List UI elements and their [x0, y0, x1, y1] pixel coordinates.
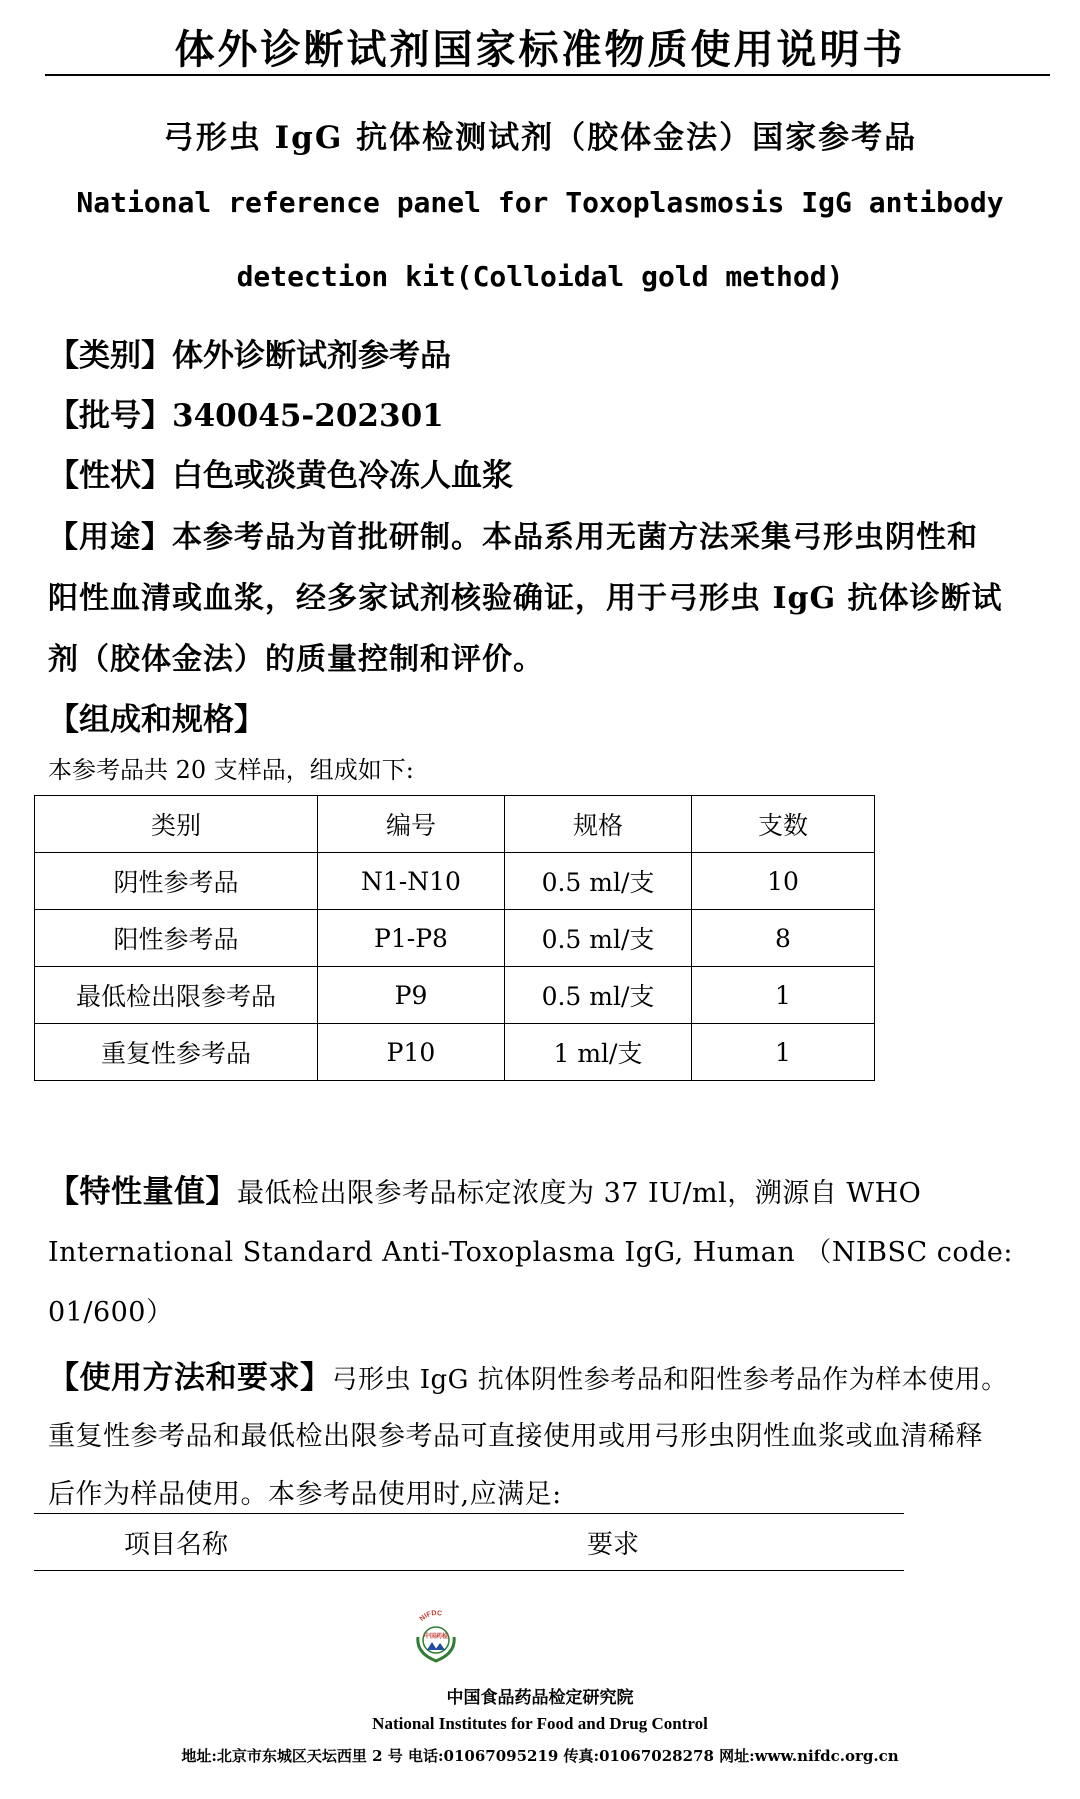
composition-note: 本参考品共 20 支样品，组成如下:	[48, 756, 414, 784]
table-cell: 0.5 ml/支	[505, 967, 692, 1024]
product-title-en-line1: National reference panel for Toxoplasmosis IgG antibody	[76, 186, 1004, 219]
characteristic-label: 【特性量值】	[48, 1174, 237, 1210]
usage-text-1: 本参考品为首批研制。本品系用无菌方法采集弓形虫阴性和	[172, 520, 978, 555]
requirements-header-item: 项目名称	[124, 1530, 229, 1560]
usage-line-2: 阳性血清或血浆，经多家试剂核验确证，用于弓形虫 IgG 抗体诊断试	[48, 581, 1003, 616]
table-cell: 1	[692, 967, 875, 1024]
composition-table	[34, 795, 875, 1081]
batch-field	[48, 390, 444, 435]
usage-line-1	[48, 512, 978, 556]
table-cell: 阴性参考品	[35, 853, 318, 910]
product-title-en-line2: detection kit(Colloidal gold method)	[236, 260, 844, 293]
table-cell: P9	[318, 967, 505, 1024]
batch-value: 340045-202301	[172, 398, 444, 434]
logo-ring-text: NIFDC	[418, 1609, 443, 1623]
footer-org-en: National Institutes for Food and Drug Control	[372, 1714, 708, 1733]
table-cell: N1-N10	[318, 853, 505, 910]
method-line-1	[48, 1352, 1008, 1397]
table-row	[35, 853, 875, 910]
table-row	[35, 910, 875, 967]
table-cell: 阳性参考品	[35, 910, 318, 967]
requirements-header-requirement: 要求	[587, 1530, 640, 1560]
title-divider	[45, 74, 1050, 76]
table-cell: 10	[692, 853, 875, 910]
property-value: 白色或淡黄色冷冻人血浆	[172, 458, 513, 494]
table-cell: 最低检出限参考品	[35, 967, 318, 1024]
method-line-3: 后作为样品使用。本参考品使用时,应满足:	[48, 1479, 562, 1510]
table-cell: 0.5 ml/支	[505, 853, 692, 910]
usage-label: 【用途】	[48, 520, 172, 555]
category-field	[48, 330, 451, 375]
category-value: 体外诊断试剂参考品	[172, 338, 451, 374]
product-title-cn: 弓形虫 IgG 抗体检测试剂（胶体金法）国家参考品	[162, 120, 918, 156]
table-cell: 1 ml/支	[505, 1024, 692, 1081]
table-header-cell: 规格	[505, 796, 692, 853]
table-cell: 重复性参考品	[35, 1024, 318, 1081]
batch-label: 【批号】	[48, 398, 172, 434]
characteristic-line-3: 01/600）	[48, 1297, 174, 1328]
requirements-bottom-rule	[34, 1570, 904, 1571]
method-text-1: 弓形虫 IgG 抗体阴性参考品和阳性参考品作为样本使用。	[331, 1365, 1008, 1395]
table-header-cell: 类别	[35, 796, 318, 853]
footer-address: 地址:北京市东城区天坛西里 2 号 电话:01067095219 传真:01067028278 网址:www.nifdc.org.cn	[181, 1747, 899, 1765]
usage-line-3: 剂（胶体金法）的质量控制和评价。	[48, 642, 544, 677]
table-header-cell: 编号	[318, 796, 505, 853]
property-label: 【性状】	[48, 458, 172, 494]
property-field	[48, 450, 513, 495]
composition-label: 【组成和规格】	[48, 702, 265, 738]
category-label: 【类别】	[48, 338, 172, 374]
requirements-top-rule	[34, 1513, 904, 1514]
footer-org-cn: 中国食品药品检定研究院	[446, 1688, 634, 1708]
characteristic-text-1: 最低检出限参考品标定浓度为 37 IU/ml，溯源自 WHO	[237, 1178, 922, 1209]
logo-mountain-shapes	[427, 1642, 445, 1650]
method-label: 【使用方法和要求】	[48, 1360, 332, 1396]
table-row	[35, 967, 875, 1024]
table-cell: 1	[692, 1024, 875, 1081]
table-cell: P1-P8	[318, 910, 505, 967]
method-line-2: 重复性参考品和最低检出限参考品可直接使用或用弓形虫阴性血浆或血清稀释	[48, 1421, 983, 1452]
characteristic-line-2: International Standard Anti-Toxoplasma IgG, Human （NIBSC code:	[48, 1237, 1013, 1268]
table-row	[35, 1024, 875, 1081]
document-title: 体外诊断试剂国家标准物质使用说明书	[174, 26, 906, 73]
table-cell: P10	[318, 1024, 505, 1081]
table-cell: 0.5 ml/支	[505, 910, 692, 967]
logo-center-text: 中国药检	[423, 1633, 449, 1640]
table-header-cell: 支数	[692, 796, 875, 853]
table-header-row	[35, 796, 875, 853]
characteristic-line-1	[48, 1166, 921, 1211]
table-cell: 8	[692, 910, 875, 967]
nifdc-logo	[410, 1607, 462, 1667]
